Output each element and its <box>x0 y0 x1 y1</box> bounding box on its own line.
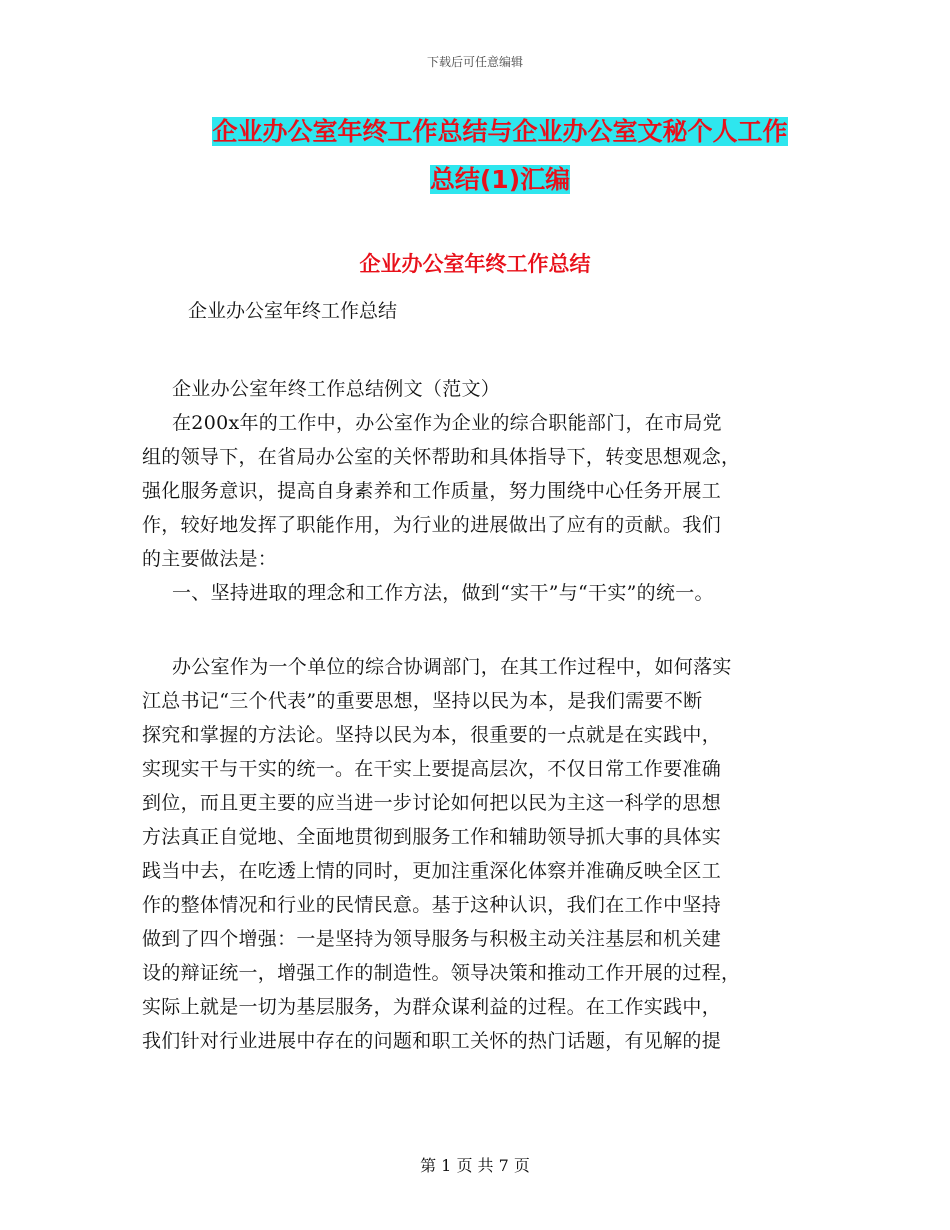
body-line: 方法真正自觉地、全面地贯彻到服务工作和辅助领导抓大事的具体实 <box>142 826 722 848</box>
body-line: 探究和掌握的方法论。坚持以民为本，很重要的一点就是在实践中， <box>142 724 722 746</box>
body-line: 实际上就是一切为基层服务，为群众谋利益的过程。在工作实践中， <box>142 996 722 1018</box>
body-line: 在200x年的工作中，办公室作为企业的综合职能部门，在市局党 <box>172 412 722 434</box>
body-line: 企业办公室年终工作总结例文（范文） <box>172 378 501 400</box>
body-line: 强化服务意识，提高自身素养和工作质量，努力围绕中心任务开展工 <box>142 480 722 502</box>
body-line: 做到了四个增强：一是坚持为领导服务与积极主动关注基层和机关建 <box>142 928 722 950</box>
body-line: 组的领导下，在省局办公室的关怀帮助和具体指导下，转变思想观念， <box>142 446 741 468</box>
document-title-line-2: 总结(1)汇编 <box>429 165 571 194</box>
body-line: 江总书记“三个代表”的重要思想，坚持以民为本，是我们需要不断 <box>142 690 703 712</box>
body-line: 我们针对行业进展中存在的问题和职工关怀的热门话题，有见解的提 <box>142 1030 722 1052</box>
body-line: 实现实干与干实的统一。在干实上要提高层次，不仅日常工作要准确 <box>142 758 722 780</box>
body-line: 办公室作为一个单位的综合协调部门，在其工作过程中，如何落实 <box>172 656 732 678</box>
header-note: 下载后可任意编辑 <box>426 55 523 69</box>
body-line: 一、坚持进取的理念和工作方法，做到“实干”与“干实”的统一。 <box>172 582 714 604</box>
page-number: 第 1 页 共 7 页 <box>420 1156 530 1175</box>
body-line: 作，较好地发挥了职能作用，为行业的进展做出了应有的贡献。我们 <box>142 514 722 536</box>
document-title <box>140 108 860 204</box>
section-subhead: 企业办公室年终工作总结 <box>188 300 398 322</box>
body-line: 到位，而且更主要的应当进一步讨论如何把以民为主这一科学的思想 <box>142 792 722 814</box>
body-line: 践当中去，在吃透上情的同时，更加注重深化体察并准确反映全区工 <box>142 860 722 882</box>
body-line: 作的整体情况和行业的民情民意。基于这种认识，我们在工作中坚持 <box>142 894 722 916</box>
document-title-line-1: 企业办公室年终工作总结与企业办公室文秘个人工作 <box>212 117 788 146</box>
body-line: 的主要做法是： <box>142 548 278 570</box>
section-title: 企业办公室年终工作总结 <box>359 252 591 276</box>
body-line: 设的辩证统一，增强工作的制造性。领导决策和推动工作开展的过程， <box>142 962 741 984</box>
